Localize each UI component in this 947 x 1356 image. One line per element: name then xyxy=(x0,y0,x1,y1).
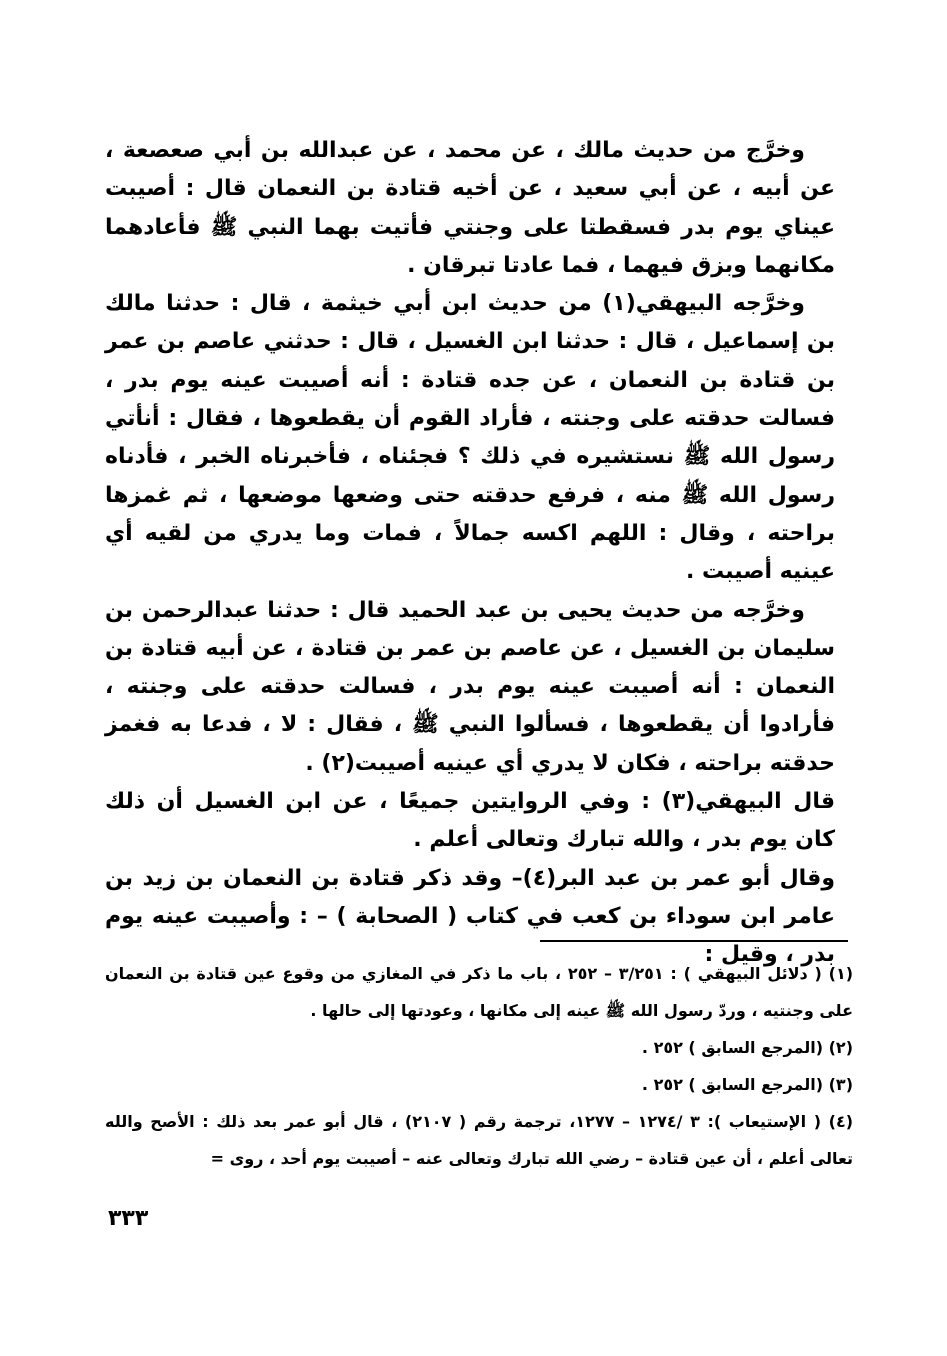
footnote: (٣) (المرجع السابق ) ٢٥٢ . xyxy=(641,1075,853,1094)
footnotes xyxy=(105,955,853,1177)
footnote-divider xyxy=(540,940,848,942)
paragraph: وخرَّجه البيهقي(١) من حديث ابن أبي خيثمة ، قال : حدثنا مالك بن إسماعيل ، قال : حدثنا ابن الغسيل ، قال : حدثني عاصم بن عمر بن قتادة بن النعمان ، عن جده قتادة : أنه أصيبت عينه يوم بدر ، فسالت حدقته على وجنته ، فأراد القوم أن يقطعوها ، فقال : أنأتي رسول الله ﷺ نستشيره في ذلك ؟ فجئناه ، فأخبرناه الخبر ، فأدناه رسول الله ﷺ منه ، فرفع حدقته حتى وضعها موضعها ، ثم غمزها براحته ، وقال : اللهم اكسه جمالاً ، فمات وما يدري من لقيه أي عينيه أصيبت . xyxy=(105,291,835,585)
main-text xyxy=(105,132,835,975)
paragraph: وخرَّجه من حديث يحيى بن عبد الحميد قال : حدثنا عبدالرحمن بن سليمان بن الغسيل ، عن عاصم بن عمر بن قتادة ، عن أبيه قتادة بن النعمان : أنه أصيبت عينه يوم بدر ، فسالت حدقته على وجنته ، فأرادوا أن يقطعوها ، فسألوا النبي ﷺ ، فقال : لا ، فدعا به فغمز حدقته براحته ، فكان لا يدري أي عينيه أصيبت(٢) . xyxy=(105,597,835,776)
footnote: (١) ( دلائل البيهقي ) : ٣/٢٥١ – ٢٥٢ ، باب ما ذكر في المغازي من وقوع عين قتادة بن النعمان على وجنتيه ، وردّ رسول الله ﷺ عينه إلى مكانها ، وعودتها إلى حالها . xyxy=(105,964,854,1020)
footnote: (٢) (المرجع السابق ) ٢٥٢ . xyxy=(641,1038,853,1057)
paragraph: وقال أبو عمر بن عبد البر(٤)– وقد ذكر قتادة بن النعمان بن زيد بن عامر ابن سوداء بن كعب في كتاب ( الصحابة ) – : وأصيبت عينه يوم بدر ، وقيل : xyxy=(105,865,835,968)
page-number: ٣٣٣ xyxy=(108,1206,149,1231)
paragraph: قال البيهقي(٣) : وفي الروايتين جميعًا ، عن ابن الغسيل أن ذلك كان يوم بدر ، والله تبارك وتعالى أعلم . xyxy=(105,789,835,853)
footnote: (٤) ( الإستيعاب ): ٣ /١٢٧٤ – ١٢٧٧، ترجمة رقم ( ٢١٠٧) ، قال أبو عمر بعد ذلك : الأصح والله تعالى أعلم ، أن عين قتادة – رضي الله تبارك وتعالى عنه – أصيبت يوم أحد ، روى = xyxy=(105,1112,854,1168)
paragraph: وخرَّج من حديث مالك ، عن محمد ، عن عبدالله بن أبي صعصعة ، عن أبيه ، عن أبي سعيد ، عن أخيه قتادة بن النعمان قال : أصيبت عيناي يوم بدر فسقطتا على وجنتي فأتيت بهما النبي ﷺ فأعادهما مكانهما وبزق فيهما ، فما عادتا تبرقان . xyxy=(105,138,835,278)
